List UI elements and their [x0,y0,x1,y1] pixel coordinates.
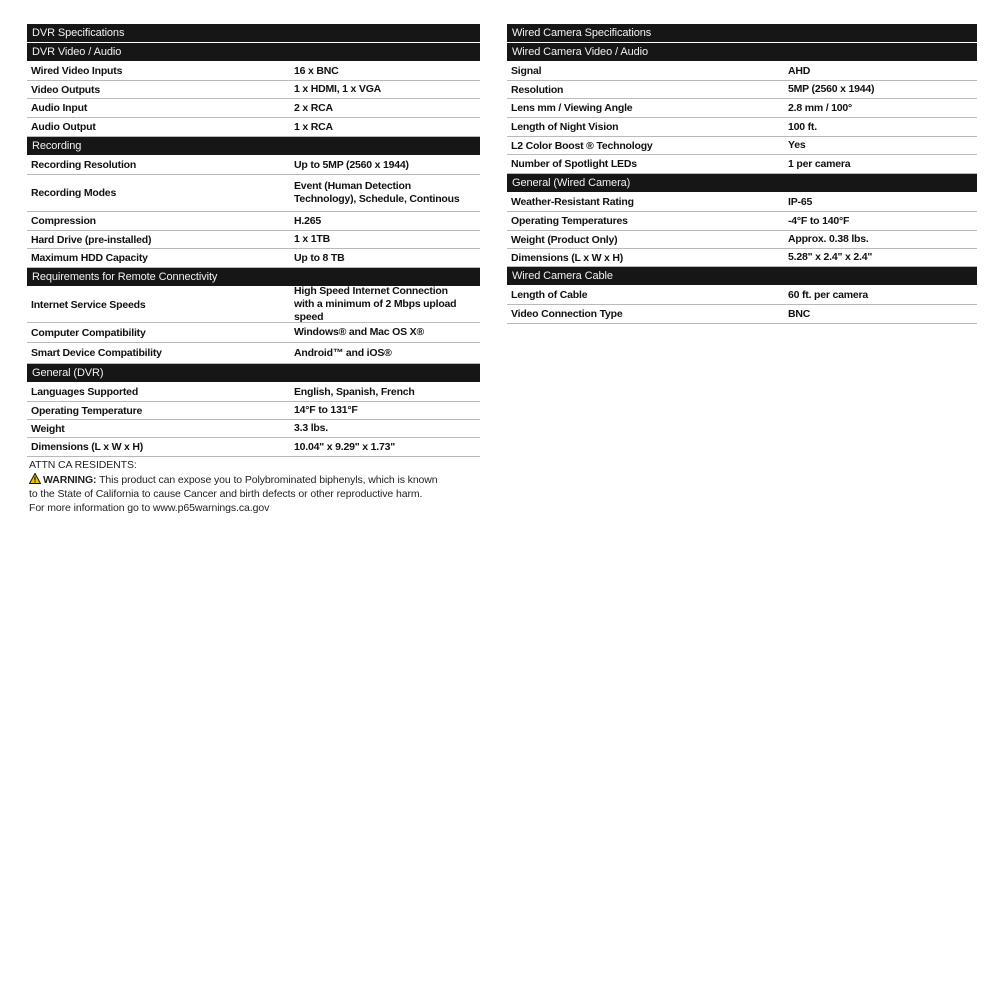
section [507,174,977,267]
spec-value: 1 x RCA [294,120,333,133]
spec-row [507,99,977,118]
spec-row [27,287,480,323]
spec-row [27,175,480,212]
spec-row [27,383,480,402]
spec-value: BNC [788,307,811,320]
section [507,43,977,174]
section [507,24,977,42]
spec-value: High Speed Internet Connection with a minimum of 2 Mbps upload speed [294,285,457,323]
spec-label: Computer Compatibility [31,326,146,339]
spec-value: AHD [788,64,811,77]
ca-prop65-notice [29,459,469,515]
spec-value: Up to 5MP (2560 x 1944) [294,158,409,171]
spec-label: Operating Temperature [31,404,143,417]
spec-label: Weather-Resistant Rating [511,196,634,208]
spec-value: Yes [788,139,806,151]
spec-row [507,118,977,137]
spec-label: Weight [31,422,65,435]
spec-value: 3.3 lbs. [294,422,329,434]
spec-row [27,62,480,81]
spec-label: Internet Service Speeds [31,298,146,311]
section-header: Recording [27,137,480,155]
spec-row [27,231,480,249]
section-header: General (Wired Camera) [507,174,977,192]
spec-value: Up to 8 TB [294,251,345,264]
spec-row [27,323,480,343]
spec-label: Number of Spotlight LEDs [511,158,637,170]
spec-value: 100 ft. [788,120,817,133]
spec-row [507,212,977,231]
spec-value: -4°F to 140°F [788,214,850,227]
spec-value: 2.8 mm / 100° [788,101,853,114]
warning-word: WARNING: [43,473,97,486]
spec-row [27,81,480,99]
section-header: General (DVR) [27,364,480,382]
section [27,24,480,42]
notice-title: ATTN CA RESIDENTS: [29,459,137,471]
spec-row [27,249,480,268]
section [507,267,977,324]
wired-camera-specifications-table [507,24,977,324]
spec-row [27,99,480,118]
section-header: Wired Camera Specifications [507,24,977,42]
section-header: Wired Camera Cable [507,267,977,285]
section [27,137,480,268]
spec-label: Signal [511,65,542,77]
spec-row [507,305,977,324]
section-header: Wired Camera Video / Audio [507,43,977,61]
spec-value: 2 x RCA [294,101,333,114]
spec-label: Video Connection Type [511,308,623,320]
spec-label: Lens mm / Viewing Angle [511,102,633,114]
spec-row [27,438,480,457]
spec-label: Resolution [511,83,564,96]
spec-label: Wired Video Inputs [31,65,123,77]
spec-value: 5.28" x 2.4" x 2.4" [788,251,873,263]
spec-label: Dimensions (L x W x H) [31,441,144,453]
notice-line-1: This product can expose you to Polybrominated biphenyls, which is known [99,473,438,486]
spec-value: 1 per camera [788,157,851,170]
spec-row [27,420,480,438]
spec-label: Audio Output [31,121,96,133]
spec-row [507,137,977,155]
spec-label: Maximum HDD Capacity [31,252,148,264]
spec-label: Languages Supported [31,386,139,398]
spec-row [507,62,977,81]
spec-value: 10.04" x 9.29" x 1.73" [294,440,396,453]
dvr-specifications-table [27,24,480,457]
spec-label: Dimensions (L x W x H) [511,251,624,264]
notice-line-2: to the State of California to cause Cancer and birth defects or other reproductive harm. [29,488,423,500]
spec-label: Audio Input [31,102,88,114]
spec-row [507,286,977,305]
spec-value: H.265 [294,214,322,227]
spec-value: 16 x BNC [294,64,339,77]
spec-label: Recording Resolution [31,159,137,171]
spec-row [27,402,480,420]
spec-label: Recording Modes [31,187,117,199]
spec-row [27,343,480,364]
spec-row [507,155,977,174]
spec-value: 1 x 1TB [294,233,330,245]
section [27,268,480,364]
spec-value: English, Spanish, French [294,385,415,398]
notice-line-3: For more information go to www.p65warnings.ca.gov [29,501,270,514]
spec-label: Video Outputs [31,83,100,96]
spec-row [507,193,977,212]
spec-label: L2 Color Boost ® Technology [511,139,653,152]
spec-row [27,118,480,137]
spec-value: Android™ and iOS® [294,346,392,359]
notice-warning-line [29,473,469,489]
spec-value: Event (Human Detection Technology), Schedule, Continous [294,180,460,205]
spec-label: Hard Drive (pre-installed) [31,233,152,246]
spec-label: Compression [31,215,96,227]
spec-value: 5MP (2560 x 1944) [788,83,875,95]
spec-label: Weight (Product Only) [511,233,618,246]
spec-row [507,231,977,249]
spec-label: Length of Cable [511,289,588,301]
warning-triangle-icon [29,473,41,489]
section-header: DVR Video / Audio [27,43,480,61]
spec-row [507,249,977,267]
spec-row [507,81,977,99]
spec-label: Smart Device Compatibility [31,347,162,359]
spec-label: Operating Temperatures [511,215,628,227]
section [27,43,480,137]
spec-value: 14°F to 131°F [294,404,358,416]
section [27,364,480,457]
spec-label: Length of Night Vision [511,121,619,133]
spec-row [27,212,480,231]
spec-value: IP-65 [788,195,813,208]
section-header: Requirements for Remote Connectivity [27,268,480,286]
spec-value: Windows® and Mac OS X® [294,326,424,338]
spec-row [27,156,480,175]
spec-value: Approx. 0.38 lbs. [788,233,869,245]
spec-value: 60 ft. per camera [788,288,869,301]
spec-value: 1 x HDMI, 1 x VGA [294,83,382,95]
section-header: DVR Specifications [27,24,480,42]
